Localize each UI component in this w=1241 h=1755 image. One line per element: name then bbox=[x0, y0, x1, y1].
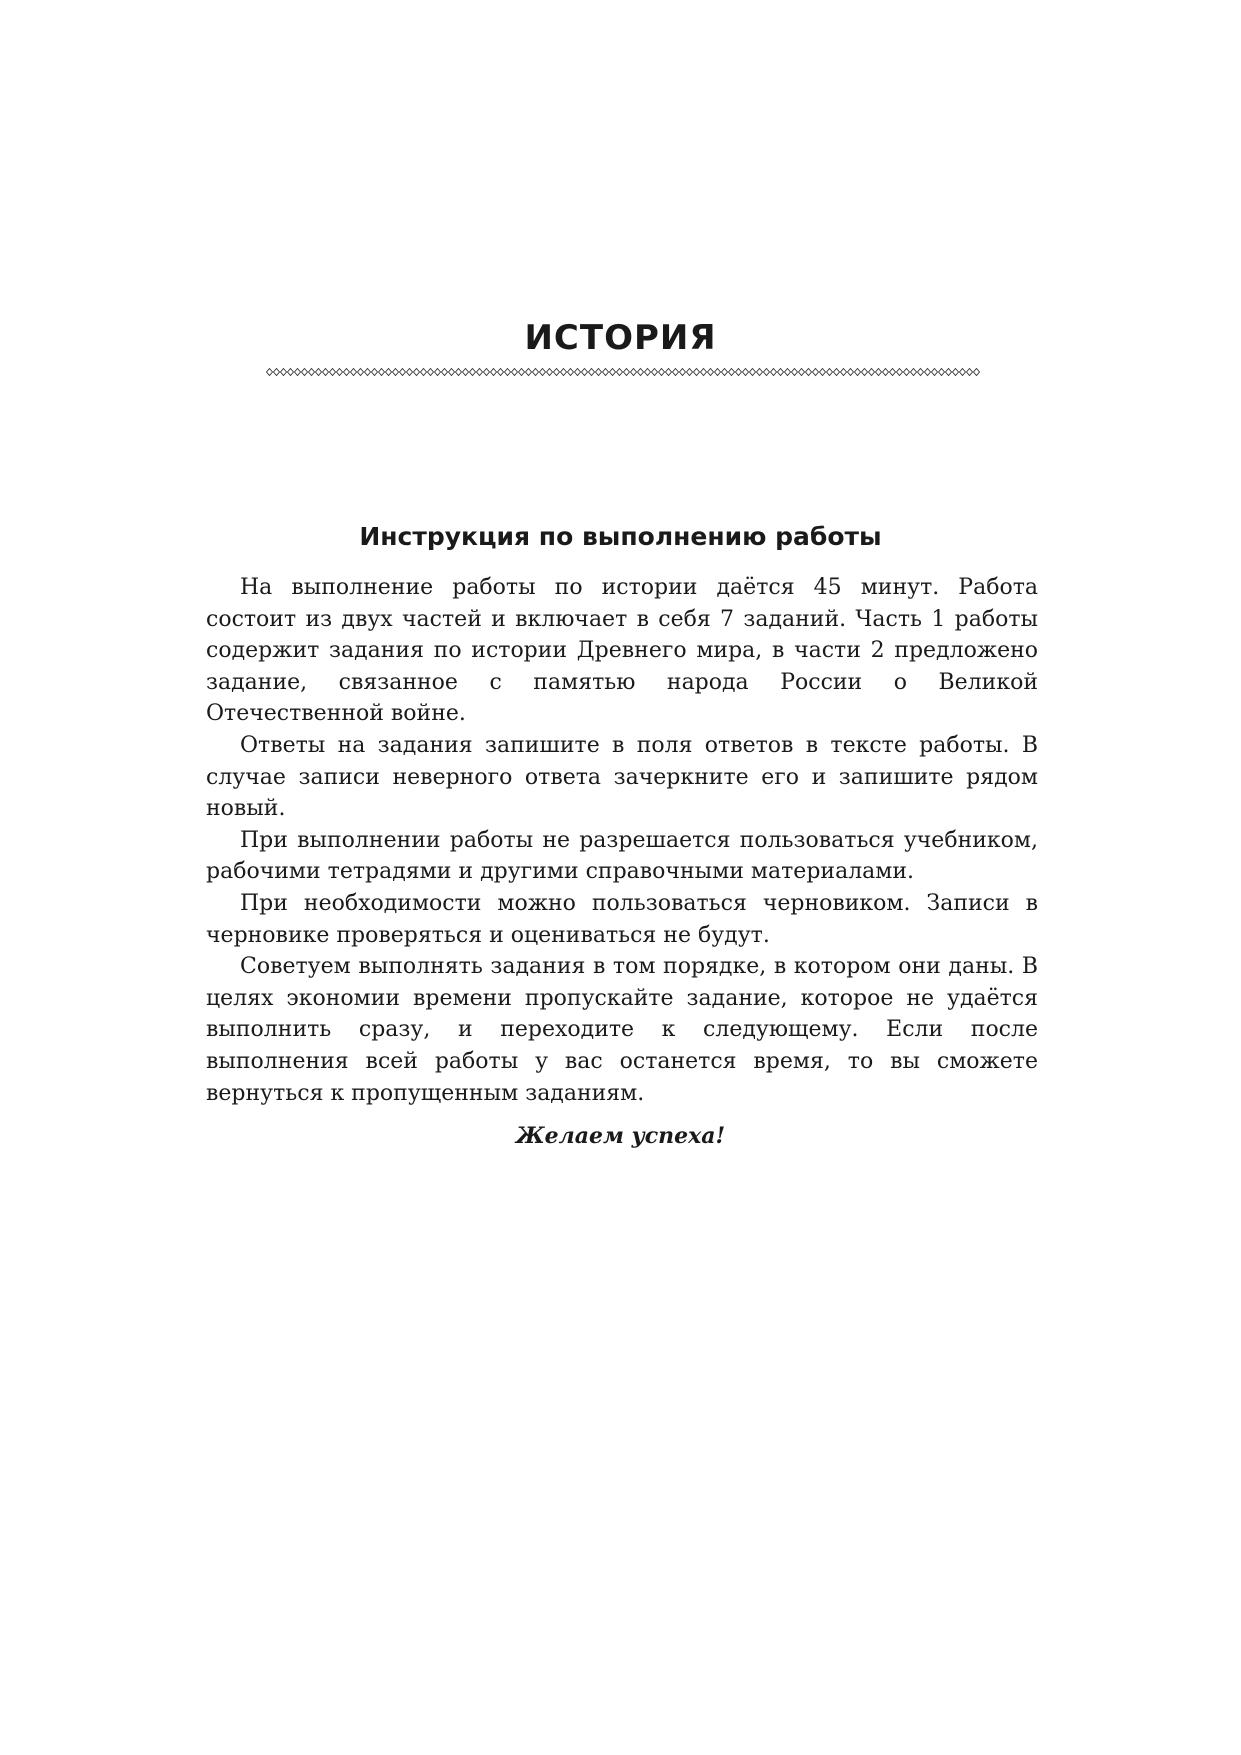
paragraph: При необходимости можно пользоваться черновиком. Записи в черновике проверяться и оцениваться не будут. bbox=[206, 890, 1038, 948]
instruction-body bbox=[206, 572, 1038, 1109]
paragraph: Советуем выполнять задания в том порядке, в котором они даны. В целях экономии времени пропускайте задание, которое не удаётся выполнить сразу, и переходите к следующему. Если после выполнения всей работы у вас останется время, то вы сможете вернуться к пропущенным заданиям. bbox=[206, 954, 1038, 1106]
closing-wish: Желаем успеха! bbox=[515, 1123, 726, 1149]
paragraph: При выполнении работы не разрешается пользоваться учебником, рабочими тетрадями и другими справочными материалами. bbox=[206, 827, 1038, 885]
instruction-heading: Инструкция по выполнению работы bbox=[359, 522, 882, 551]
paragraph: На выполнение работы по истории даётся 45 минут. Работа состоит из двух частей и включает в себя 7 заданий. Часть 1 работы содержит задания по истории Древнего мира, в части 2 предложено задание, связанное с памятью народа России о Великой Отечественной войне. bbox=[206, 575, 1038, 727]
ornament-divider bbox=[266, 366, 980, 378]
paragraph: Ответы на задания запишите в поля ответов в тексте работы. В случае записи неверного ответа зачеркните его и запишите рядом новый. bbox=[206, 732, 1038, 822]
page-title: ИСТОРИЯ bbox=[524, 318, 717, 358]
